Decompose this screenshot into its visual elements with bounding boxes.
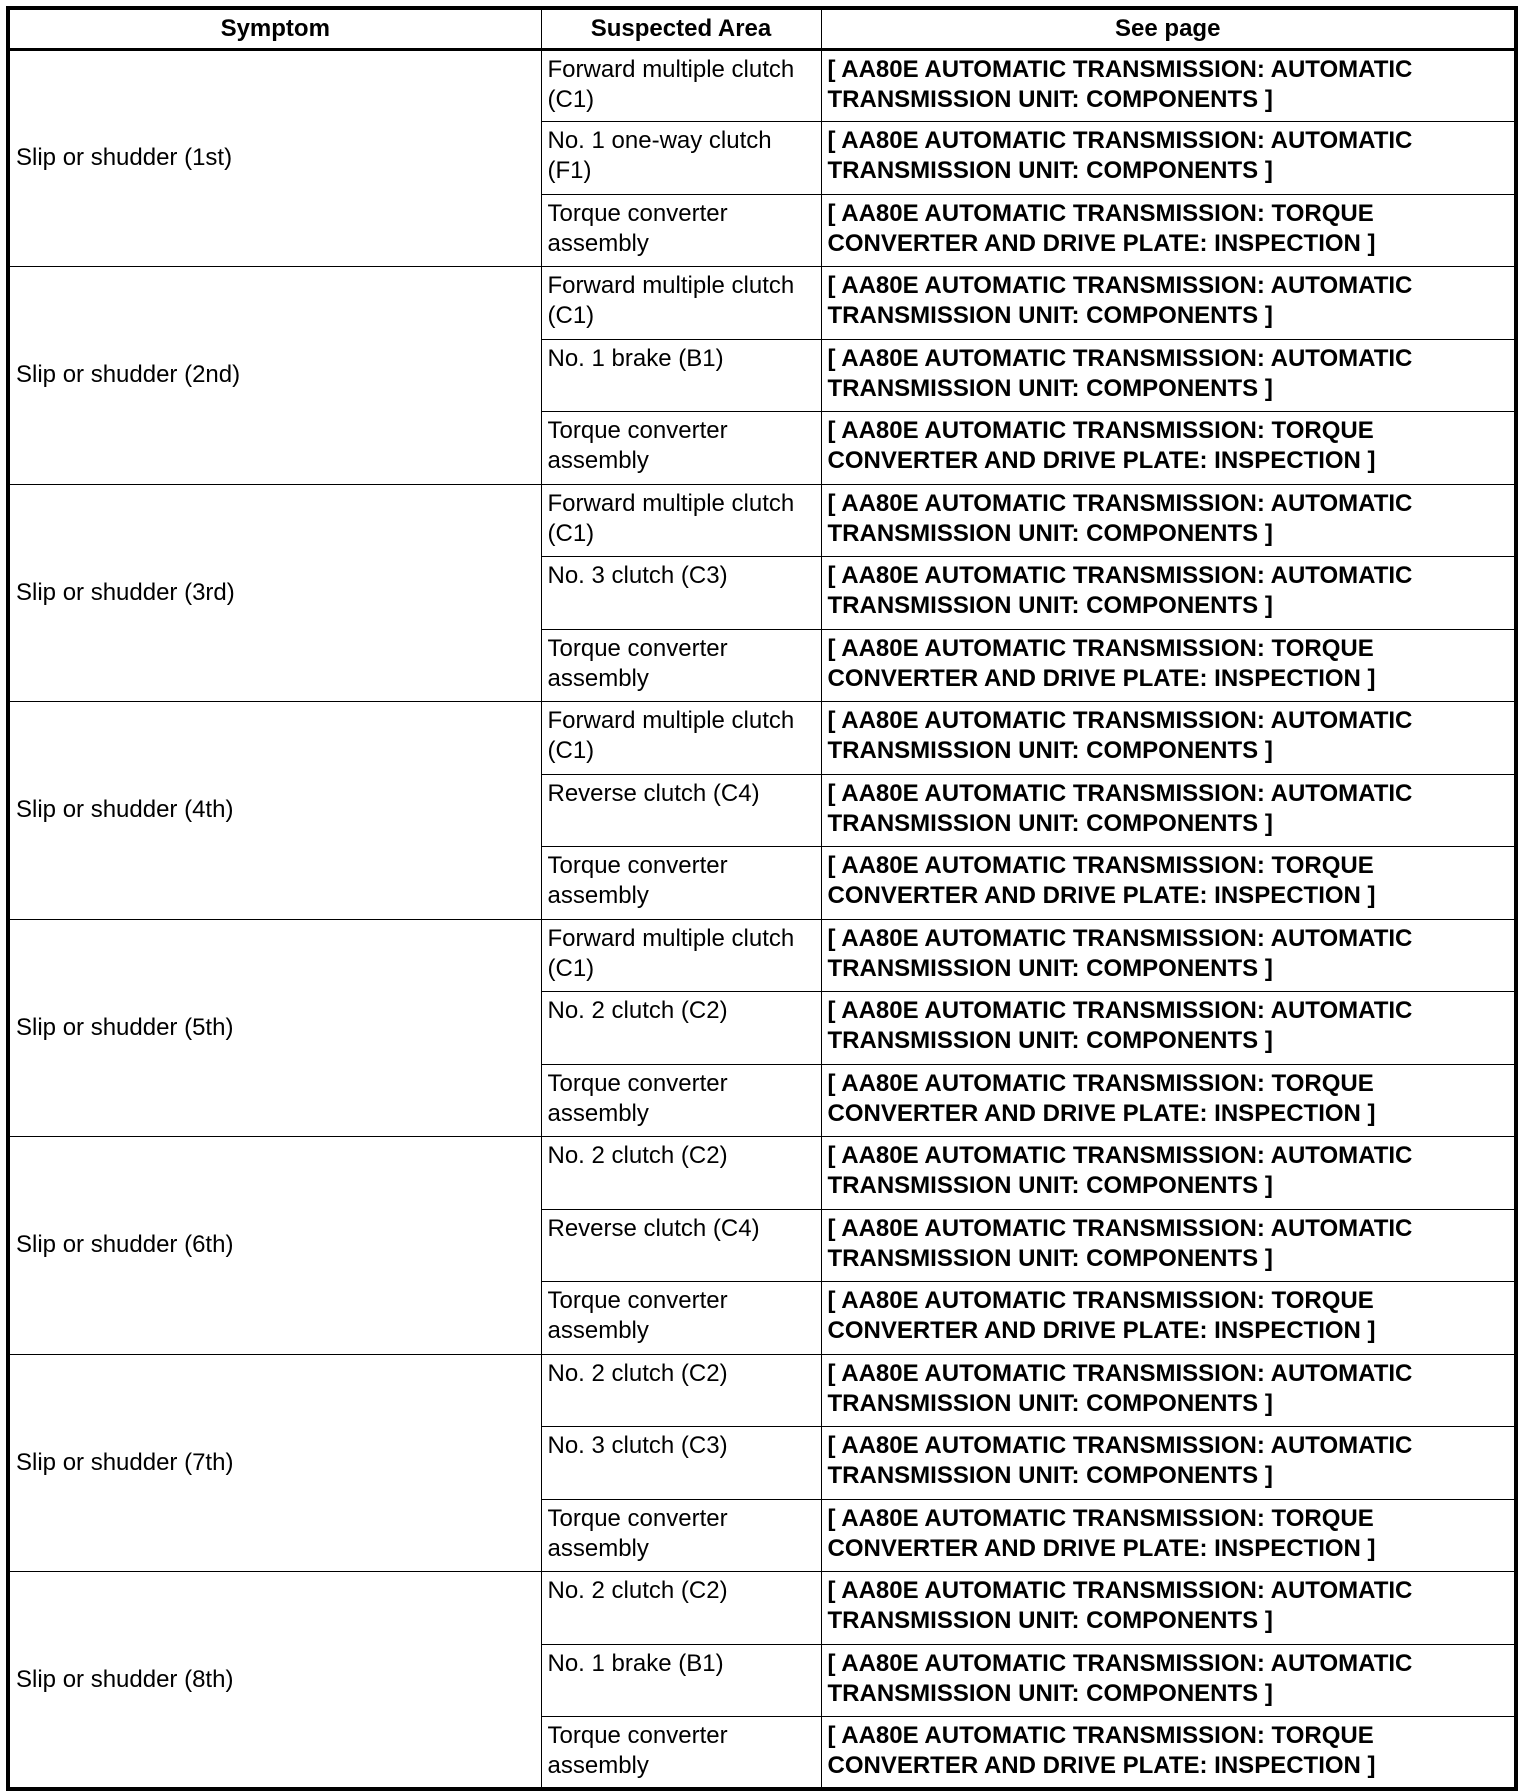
header-row (8, 8, 1516, 49)
header-symptom: Symptom (8, 8, 541, 49)
symptom-cell: Slip or shudder (2nd) (8, 267, 541, 485)
see-page-link[interactable]: [ AA80E AUTOMATIC TRANSMISSION: AUTOMATIC TRANSMISSION UNIT: COMPONENTS ] (821, 267, 1516, 340)
table-row (8, 1137, 1516, 1210)
suspected-area-cell: No. 2 clutch (C2) (541, 1137, 821, 1210)
table-row (8, 1354, 1516, 1427)
suspected-area-cell: Torque converter assembly (541, 1717, 821, 1790)
see-page-link[interactable]: [ AA80E AUTOMATIC TRANSMISSION: AUTOMATIC TRANSMISSION UNIT: COMPONENTS ] (821, 49, 1516, 122)
table-row (8, 919, 1516, 992)
suspected-area-cell: Forward multiple clutch (C1) (541, 702, 821, 775)
suspected-area-cell: Reverse clutch (C4) (541, 1209, 821, 1282)
see-page-link[interactable]: [ AA80E AUTOMATIC TRANSMISSION: AUTOMATIC TRANSMISSION UNIT: COMPONENTS ] (821, 484, 1516, 557)
suspected-area-cell: No. 2 clutch (C2) (541, 1354, 821, 1427)
see-page-link[interactable]: [ AA80E AUTOMATIC TRANSMISSION: AUTOMATIC TRANSMISSION UNIT: COMPONENTS ] (821, 339, 1516, 412)
suspected-area-cell: Reverse clutch (C4) (541, 774, 821, 847)
see-page-link[interactable]: [ AA80E AUTOMATIC TRANSMISSION: AUTOMATIC TRANSMISSION UNIT: COMPONENTS ] (821, 1354, 1516, 1427)
see-page-link[interactable]: [ AA80E AUTOMATIC TRANSMISSION: AUTOMATIC TRANSMISSION UNIT: COMPONENTS ] (821, 1572, 1516, 1645)
symptom-cell: Slip or shudder (8th) (8, 1572, 541, 1790)
header-suspected-area: Suspected Area (541, 8, 821, 49)
table-row (8, 702, 1516, 775)
suspected-area-cell: Torque converter assembly (541, 194, 821, 267)
suspected-area-cell: Torque converter assembly (541, 1282, 821, 1355)
see-page-link[interactable]: [ AA80E AUTOMATIC TRANSMISSION: AUTOMATIC TRANSMISSION UNIT: COMPONENTS ] (821, 992, 1516, 1065)
see-page-link[interactable]: [ AA80E AUTOMATIC TRANSMISSION: AUTOMATIC TRANSMISSION UNIT: COMPONENTS ] (821, 774, 1516, 847)
table-row (8, 49, 1516, 122)
suspected-area-cell: Forward multiple clutch (C1) (541, 484, 821, 557)
suspected-area-cell: Forward multiple clutch (C1) (541, 919, 821, 992)
suspected-area-cell: No. 1 one-way clutch (F1) (541, 122, 821, 195)
see-page-link[interactable]: [ AA80E AUTOMATIC TRANSMISSION: TORQUE CONVERTER AND DRIVE PLATE: INSPECTION ] (821, 1499, 1516, 1572)
see-page-link[interactable]: [ AA80E AUTOMATIC TRANSMISSION: AUTOMATIC TRANSMISSION UNIT: COMPONENTS ] (821, 1427, 1516, 1500)
table-row (8, 484, 1516, 557)
see-page-link[interactable]: [ AA80E AUTOMATIC TRANSMISSION: AUTOMATIC TRANSMISSION UNIT: COMPONENTS ] (821, 1209, 1516, 1282)
suspected-area-cell: No. 1 brake (B1) (541, 339, 821, 412)
see-page-link[interactable]: [ AA80E AUTOMATIC TRANSMISSION: TORQUE CONVERTER AND DRIVE PLATE: INSPECTION ] (821, 629, 1516, 702)
suspected-area-cell: Torque converter assembly (541, 1499, 821, 1572)
symptom-cell: Slip or shudder (6th) (8, 1137, 541, 1355)
suspected-area-cell: Forward multiple clutch (C1) (541, 267, 821, 340)
see-page-link[interactable]: [ AA80E AUTOMATIC TRANSMISSION: TORQUE CONVERTER AND DRIVE PLATE: INSPECTION ] (821, 1064, 1516, 1137)
suspected-area-cell: No. 1 brake (B1) (541, 1644, 821, 1717)
suspected-area-cell: No. 2 clutch (C2) (541, 992, 821, 1065)
see-page-link[interactable]: [ AA80E AUTOMATIC TRANSMISSION: TORQUE CONVERTER AND DRIVE PLATE: INSPECTION ] (821, 1717, 1516, 1790)
suspected-area-cell: No. 2 clutch (C2) (541, 1572, 821, 1645)
see-page-link[interactable]: [ AA80E AUTOMATIC TRANSMISSION: TORQUE CONVERTER AND DRIVE PLATE: INSPECTION ] (821, 412, 1516, 485)
troubleshooting-table (6, 6, 1518, 1791)
suspected-area-cell: Torque converter assembly (541, 412, 821, 485)
table-row (8, 1572, 1516, 1645)
table-row (8, 267, 1516, 340)
table-body (8, 49, 1516, 1789)
symptom-cell: Slip or shudder (1st) (8, 49, 541, 267)
see-page-link[interactable]: [ AA80E AUTOMATIC TRANSMISSION: TORQUE CONVERTER AND DRIVE PLATE: INSPECTION ] (821, 194, 1516, 267)
see-page-link[interactable]: [ AA80E AUTOMATIC TRANSMISSION: AUTOMATIC TRANSMISSION UNIT: COMPONENTS ] (821, 1644, 1516, 1717)
suspected-area-cell: Torque converter assembly (541, 629, 821, 702)
symptom-cell: Slip or shudder (5th) (8, 919, 541, 1137)
suspected-area-cell: Forward multiple clutch (C1) (541, 49, 821, 122)
see-page-link[interactable]: [ AA80E AUTOMATIC TRANSMISSION: AUTOMATIC TRANSMISSION UNIT: COMPONENTS ] (821, 1137, 1516, 1210)
see-page-link[interactable]: [ AA80E AUTOMATIC TRANSMISSION: AUTOMATIC TRANSMISSION UNIT: COMPONENTS ] (821, 557, 1516, 630)
symptom-cell: Slip or shudder (7th) (8, 1354, 541, 1572)
suspected-area-cell: Torque converter assembly (541, 1064, 821, 1137)
symptom-cell: Slip or shudder (4th) (8, 702, 541, 920)
suspected-area-cell: Torque converter assembly (541, 847, 821, 920)
see-page-link[interactable]: [ AA80E AUTOMATIC TRANSMISSION: AUTOMATIC TRANSMISSION UNIT: COMPONENTS ] (821, 919, 1516, 992)
header-see-page: See page (821, 8, 1516, 49)
see-page-link[interactable]: [ AA80E AUTOMATIC TRANSMISSION: TORQUE CONVERTER AND DRIVE PLATE: INSPECTION ] (821, 847, 1516, 920)
see-page-link[interactable]: [ AA80E AUTOMATIC TRANSMISSION: TORQUE CONVERTER AND DRIVE PLATE: INSPECTION ] (821, 1282, 1516, 1355)
suspected-area-cell: No. 3 clutch (C3) (541, 1427, 821, 1500)
see-page-link[interactable]: [ AA80E AUTOMATIC TRANSMISSION: AUTOMATIC TRANSMISSION UNIT: COMPONENTS ] (821, 702, 1516, 775)
see-page-link[interactable]: [ AA80E AUTOMATIC TRANSMISSION: AUTOMATIC TRANSMISSION UNIT: COMPONENTS ] (821, 122, 1516, 195)
suspected-area-cell: No. 3 clutch (C3) (541, 557, 821, 630)
symptom-cell: Slip or shudder (3rd) (8, 484, 541, 702)
